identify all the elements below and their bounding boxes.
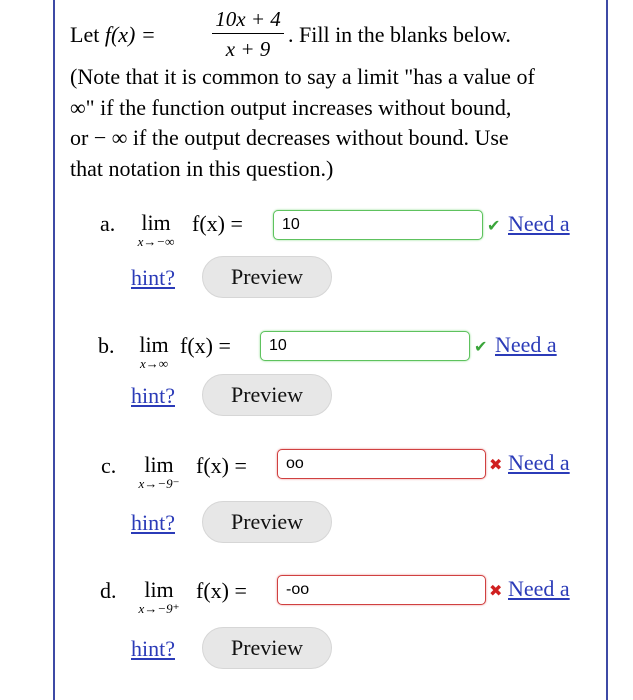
part-d [0, 566, 633, 676]
let-text: Let [70, 22, 100, 47]
instructions-text: . Fill in the blanks below. [288, 22, 511, 47]
lim-word: lim [144, 577, 174, 602]
hint-link[interactable]: hint? [131, 636, 175, 661]
part-a [0, 200, 633, 310]
lim-word: lim [141, 210, 171, 235]
part-b [0, 320, 633, 430]
note-line: ∞" if the function output increases without bound, [70, 94, 512, 120]
note-text [70, 62, 600, 184]
part-label: c. [101, 453, 117, 478]
correct-check-icon: ✔ [474, 337, 488, 356]
preview-button[interactable]: Preview [202, 627, 332, 669]
answer-input[interactable]: oo [277, 449, 486, 479]
limit-expression [132, 334, 176, 371]
preview-button[interactable]: Preview [202, 374, 332, 416]
part-label: b. [98, 333, 115, 358]
hint-link[interactable]: hint? [131, 510, 175, 535]
part-c [0, 440, 633, 550]
part-label: d. [100, 578, 117, 603]
preview-button[interactable]: Preview [202, 501, 332, 543]
answer-input[interactable]: 10 [260, 331, 470, 361]
answer-input[interactable]: -oo [277, 575, 486, 605]
hint-link[interactable]: hint? [131, 383, 175, 408]
fraction-denominator: x + 9 [225, 37, 271, 61]
note-line: or − ∞ if the output decreases without bound. Use [70, 125, 509, 150]
limit-subscript: x→−9⁻ [138, 476, 180, 491]
incorrect-x-icon: ✖ [489, 455, 503, 474]
limit-subscript: x→∞ [139, 356, 169, 371]
limit-subscript: x→−9⁺ [138, 601, 180, 616]
limit-subscript: x→−∞ [137, 234, 175, 249]
answer-input[interactable]: 10 [273, 210, 483, 240]
function-fraction [210, 5, 286, 62]
hint-link[interactable]: hint? [131, 265, 175, 290]
note-line: that notation in this question.) [70, 155, 334, 181]
need-a-hint-link[interactable]: Need a [508, 211, 570, 236]
lim-word: lim [144, 452, 174, 477]
note-line: (Note that it is common to say a limit "has a value of [70, 64, 535, 89]
function-expression: f(x) = [180, 333, 231, 358]
function-name: f(x) = [104, 22, 156, 47]
limit-expression [128, 579, 190, 616]
function-expression: f(x) = [196, 453, 247, 478]
need-a-hint-link[interactable]: Need a [508, 576, 570, 601]
correct-check-icon: ✔ [487, 216, 501, 235]
need-a-hint-link[interactable]: Need a [495, 332, 557, 357]
part-label: a. [100, 211, 116, 236]
lim-word: lim [139, 332, 169, 357]
fraction-numerator: 10x + 4 [215, 7, 281, 31]
incorrect-x-icon: ✖ [489, 581, 503, 600]
limit-expression [128, 212, 184, 249]
function-expression: f(x) = [192, 211, 243, 236]
preview-button[interactable]: Preview [202, 256, 332, 298]
need-a-hint-link[interactable]: Need a [508, 450, 570, 475]
limit-expression [128, 454, 190, 491]
function-expression: f(x) = [196, 578, 247, 603]
